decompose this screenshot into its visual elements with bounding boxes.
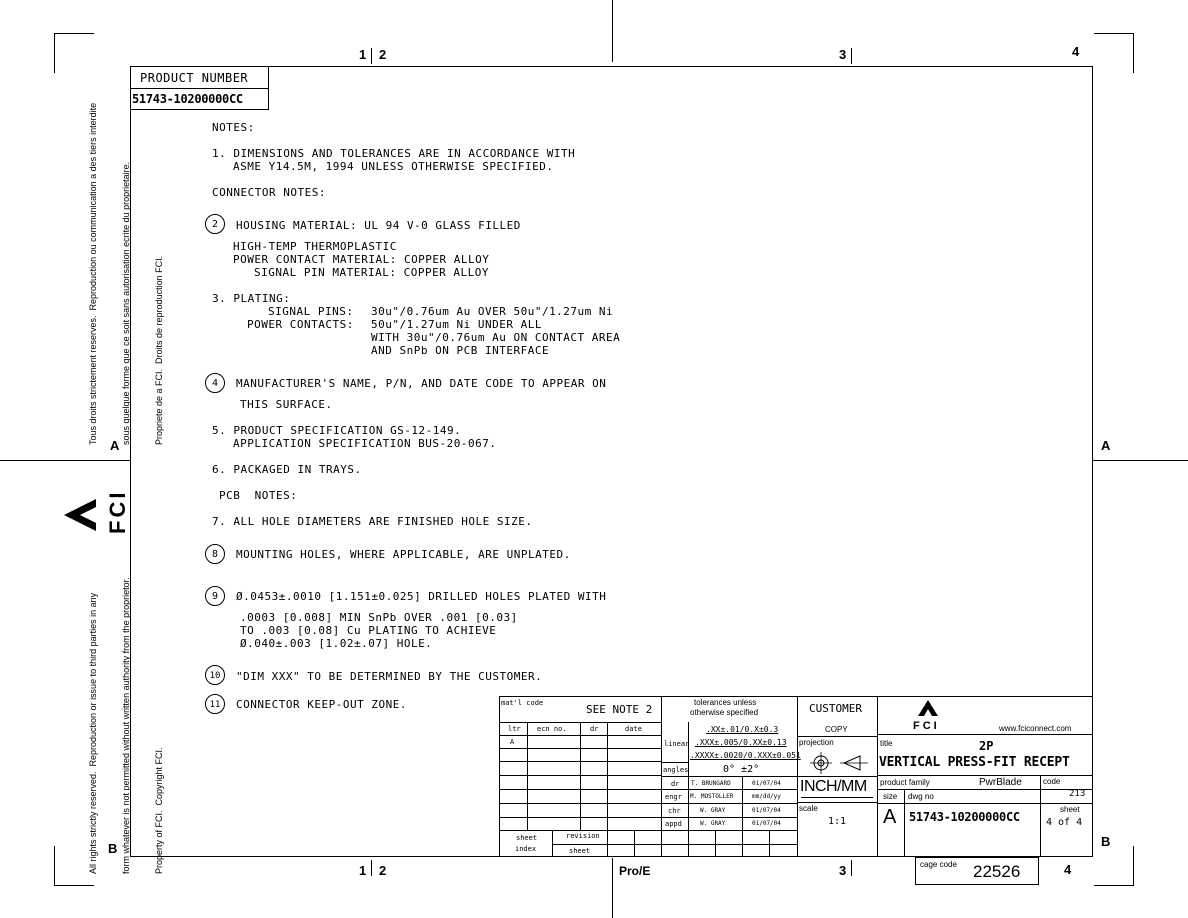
note-3-line: 3. PLATING: — [212, 292, 291, 305]
linear-label: linear — [664, 740, 690, 748]
zone-label: 2 — [379, 863, 387, 878]
side-text-line: Property of FCI. Copyright FCI. — [154, 747, 164, 874]
zone-label: 4 — [1064, 862, 1072, 877]
crop-mark — [1133, 846, 1134, 886]
grid-line — [797, 802, 877, 803]
crop-mark — [54, 846, 55, 886]
software-label: Pro/E — [619, 864, 651, 878]
title-line-1: 2P — [979, 739, 994, 753]
zone-label: 1 — [359, 47, 367, 62]
grid-line — [527, 722, 528, 830]
grid-line — [904, 789, 905, 857]
see-note: SEE NOTE 2 — [586, 703, 653, 716]
cage-code-value: 22526 — [973, 862, 1021, 881]
product-family-label: product family — [880, 778, 930, 787]
grid-line — [877, 696, 878, 857]
grid-line — [661, 776, 797, 777]
website-label: www.fciconnect.com — [999, 724, 1072, 733]
grid-line — [797, 776, 877, 777]
sheet-num-label: sheet — [1060, 805, 1080, 814]
tolerance-heading: otherwise specified — [690, 708, 759, 717]
note-9-line: Ø.040±.003 [1.02±.07] HOLE. — [240, 637, 433, 650]
product-family-value: PwrBlade — [979, 777, 1022, 788]
note-9-line: TO .003 [0.08] Cu PLATING TO ACHIEVE — [240, 624, 497, 637]
grid-line — [742, 830, 743, 857]
appd-date: 01/07/04 — [752, 820, 781, 827]
divider-right-horizontal — [1093, 460, 1188, 461]
grid-line — [715, 830, 716, 857]
angles-value: 0° ±2° — [723, 764, 760, 775]
zone-tick — [851, 860, 852, 876]
side-text-line: All rights strictly reserved. Reproduction or issue to third parties in any — [88, 592, 98, 874]
note-8-line: MOUNTING HOLES, WHERE APPLICABLE, ARE UNPLATED. — [236, 548, 571, 561]
note-4-line: MANUFACTURER'S NAME, P/N, AND DATE CODE TO APPEAR ON — [236, 377, 607, 390]
note-3-label: SIGNAL PINS: — [268, 305, 354, 318]
third-angle-projection-icon — [810, 752, 870, 774]
copy-label: COPY — [825, 725, 848, 734]
engr-name: M. MOSTOLLER — [690, 793, 734, 800]
note-5-line: APPLICATION SPECIFICATION BUS-20-067. — [233, 437, 497, 450]
zone-label: 1 — [359, 863, 367, 878]
note-balloon: 4 — [205, 373, 225, 393]
sheet-num-value: 4 of 4 — [1046, 817, 1083, 828]
dwg-no-value: 51743-10200000CC — [909, 810, 1020, 824]
grid-line — [877, 803, 1040, 804]
scale-value: 1:1 — [828, 816, 847, 827]
grid-line — [661, 803, 797, 804]
note-balloon: 10 — [205, 665, 225, 685]
grid-line — [580, 722, 581, 830]
side-text-line: Propriete de a FCI. Droits de reproduction FCI. — [154, 255, 164, 445]
note-11-line: CONNECTOR KEEP-OUT ZONE. — [236, 698, 407, 711]
note-3-value: WITH 30u"/0.76um Au ON CONTACT AREA — [371, 331, 621, 344]
pcb-notes-heading: PCB NOTES: — [219, 489, 298, 502]
product-number-value: 51743-10200000CC — [132, 92, 243, 106]
note-3-value: 50u"/1.27um Ni UNDER ALL — [371, 318, 542, 331]
grid-line — [661, 762, 688, 763]
revision-label: revision — [566, 832, 600, 840]
note-3-value: 30u"/0.76um Au OVER 50u"/1.27um Ni — [371, 305, 614, 318]
grid-line — [742, 776, 743, 830]
index-label: index — [515, 845, 537, 853]
dr-name: T. BRUNGARD — [691, 780, 731, 787]
note-5-line: 5. PRODUCT SPECIFICATION GS-12-149. — [212, 424, 462, 437]
divider-top-vertical — [612, 0, 613, 62]
crop-mark — [54, 885, 94, 886]
note-balloon: 2 — [205, 214, 225, 234]
crop-mark — [54, 33, 94, 34]
grid-line — [1040, 775, 1041, 857]
tol-xxxx: .XXXX±.0020/0.XXX±0.051 — [690, 751, 801, 760]
grid-line — [661, 817, 797, 818]
engr-date: mm/dd/yy — [752, 793, 781, 800]
crop-mark — [1133, 33, 1134, 73]
code-label: code — [1043, 777, 1061, 786]
sheet-label: sheet — [516, 834, 538, 842]
dr-header: dr — [590, 725, 599, 733]
fci-logo-icon — [62, 495, 98, 535]
tolerance-heading: tolerances unless — [694, 698, 757, 707]
divider — [131, 88, 268, 89]
zone-label: 3 — [839, 863, 847, 878]
dr-date: 01/07/04 — [752, 780, 781, 787]
note-balloon: 9 — [205, 586, 225, 606]
note-2-line: HOUSING MATERIAL: UL 94 V-0 GLASS FILLED — [236, 219, 521, 232]
grid-line — [634, 830, 635, 857]
fci-logo-icon — [917, 699, 939, 717]
dwg-no-label: dwg no — [908, 792, 934, 801]
side-text-line: Tous droits strictement reserves. Reproduction ou communication a des tiers interdite — [88, 102, 98, 445]
divider-bottom-vertical — [612, 858, 613, 918]
note-10-line: "DIM XXX" TO BE DETERMINED BY THE CUSTOMER. — [236, 670, 543, 683]
units-label: INCH/MM — [800, 778, 867, 795]
note-1-line: 1. DIMENSIONS AND TOLERANCES ARE IN ACCORDANCE WITH — [212, 147, 576, 160]
cage-code-label: cage code — [920, 860, 957, 869]
note-9-line: Ø.0453±.0010 [1.151±0.025] DRILLED HOLES PLATED WITH — [236, 590, 607, 603]
grid-line — [688, 830, 689, 857]
sheet2-label: sheet — [569, 847, 591, 855]
zone-label: A — [1101, 438, 1111, 453]
note-4-line: THIS SURFACE. — [240, 398, 333, 411]
zone-label: 4 — [1072, 44, 1080, 59]
note-6-line: 6. PACKAGED IN TRAYS. — [212, 463, 362, 476]
zone-label: A — [110, 438, 120, 453]
crop-mark — [1094, 33, 1134, 34]
note-balloon: 8 — [205, 544, 225, 564]
date-header: date — [625, 725, 642, 733]
grid-line — [552, 844, 797, 845]
grid-line — [1040, 803, 1093, 804]
side-text-line: form whatever is not permitted without written authority from the proprietor. — [121, 577, 131, 874]
zone-label: 2 — [379, 47, 387, 62]
ltr-header: ltr — [508, 725, 521, 733]
grid-line — [877, 734, 1093, 735]
size-value: A — [883, 806, 897, 828]
note-2-line: POWER CONTACT MATERIAL: COPPER ALLOY — [233, 253, 490, 266]
title-label: title — [880, 739, 893, 748]
angles-label: angles — [663, 766, 689, 774]
units-underline — [801, 797, 873, 798]
chr-name: W. GRAY — [700, 807, 726, 814]
projection-label: projection — [799, 738, 834, 747]
crop-mark — [54, 33, 55, 73]
divider-left-horizontal — [0, 460, 130, 461]
grid-line — [607, 830, 608, 857]
product-number-box — [130, 66, 269, 110]
note-9-line: .0003 [0.008] MIN SnPb OVER .001 [0.03] — [240, 611, 518, 624]
zone-tick — [371, 48, 372, 64]
dr-label: dr — [671, 780, 680, 788]
side-logo-text: FCI — [105, 489, 130, 534]
rev-letter: A — [510, 738, 515, 746]
ecn-header: ecn no. — [537, 725, 567, 733]
cage-code-box — [915, 857, 1039, 885]
grid-line — [499, 830, 797, 831]
product-number-label: PRODUCT NUMBER — [140, 71, 249, 85]
note-1-line: ASME Y14.5M, 1994 UNLESS OTHERWISE SPECIFIED. — [233, 160, 554, 173]
grid-line — [552, 830, 553, 857]
grid-line — [769, 830, 770, 857]
grid-line — [607, 722, 608, 830]
appd-label: appd — [665, 820, 682, 828]
side-copyright-english — [66, 577, 176, 874]
tol-xxx: .XXX±.005/0.XX±0.13 — [695, 738, 787, 747]
crop-mark — [1094, 885, 1134, 886]
note-2-line: SIGNAL PIN MATERIAL: COPPER ALLOY — [254, 266, 490, 279]
chr-date: 01/07/04 — [752, 807, 781, 814]
grid-line — [877, 775, 1093, 776]
note-2-line: HIGH-TEMP THERMOPLASTIC — [233, 240, 397, 253]
title-line-2: VERTICAL PRESS-FIT RECEPT — [879, 755, 1070, 770]
grid-line — [877, 789, 1093, 790]
engr-label: engr — [665, 793, 682, 801]
scale-label: scale — [799, 804, 818, 813]
appd-name: W. GRAY — [700, 820, 726, 827]
note-3-value: AND SnPb ON PCB INTERFACE — [371, 344, 550, 357]
connector-notes-heading: CONNECTOR NOTES: — [212, 186, 326, 199]
zone-label: 3 — [839, 47, 847, 62]
grid-line — [661, 789, 797, 790]
zone-tick — [371, 860, 372, 876]
chr-label: chr — [668, 807, 681, 815]
tol-xx: .XX±.01/0.X±0.3 — [706, 725, 779, 734]
grid-line — [797, 736, 877, 737]
code-value: 213 — [1069, 789, 1086, 799]
notes-heading: NOTES: — [212, 121, 255, 134]
note-3-label: POWER CONTACTS: — [247, 318, 354, 331]
zone-label: B — [1101, 834, 1111, 849]
side-copyright-french — [66, 103, 176, 445]
note-balloon: 11 — [205, 694, 225, 714]
size-label: size — [883, 792, 898, 801]
customer-label: CUSTOMER — [809, 702, 862, 715]
zone-tick — [851, 48, 852, 64]
note-7-line: 7. ALL HOLE DIAMETERS ARE FINISHED HOLE SIZE. — [212, 515, 533, 528]
side-text-line: sous quelque forme que ce soit sans autorisation ecrite du proprietaire. — [121, 161, 131, 445]
zone-label: B — [108, 841, 118, 856]
logo-text: FCI — [913, 720, 940, 732]
matl-code-label: mat'l code — [501, 699, 544, 707]
